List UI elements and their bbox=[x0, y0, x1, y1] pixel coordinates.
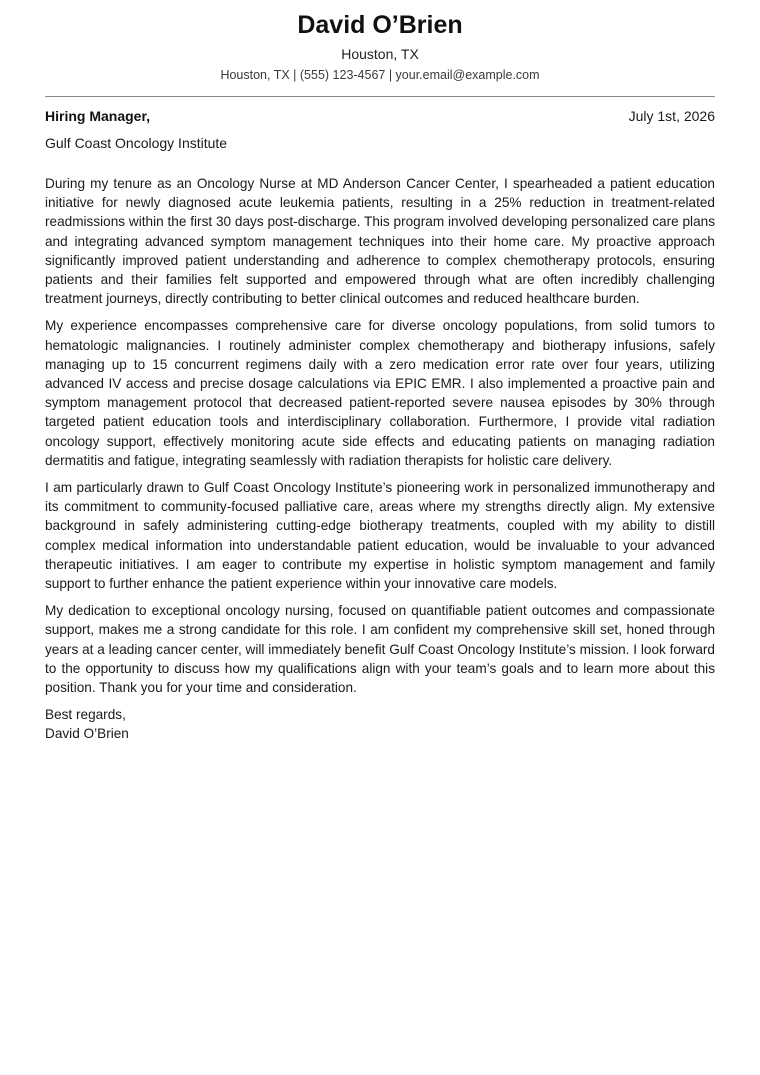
closing-phrase: Best regards, bbox=[45, 707, 126, 723]
header-divider bbox=[45, 96, 715, 97]
sender-name: David O’Brien bbox=[297, 11, 463, 39]
letter-header bbox=[45, 10, 715, 83]
body-paragraph: My experience encompasses comprehensive care for diverse oncology populations, from solid tumors to hematologic malignancies. I routinely administer complex chemotherapy and biotherapy infusions, safely managing up to 15 concurrent regimens daily with a zero medication error rate over four years, utilizing advanced IV access and precise dosage calculations via EPIC EMR. I also implemented a proactive pain and symptom management protocol that decreased patient-reported severe nausea episodes by 30% through targeted patient education tools and interdisciplinary collaboration. Furthermore, I provide vital radiation oncology support, effectively monitoring acute side effects and educating patients on managing radiation dermatitis and fatigue, integrating seamlessly with radiation therapists for holistic care delivery. bbox=[45, 318, 715, 468]
body-paragraph: My dedication to exceptional oncology nursing, focused on quantifiable patient outcomes and compassionate support, makes me a strong candidate for this role. I am confident my comprehensive skill set, honed through years at a leading cancer center, will immediately benefit Gulf Coast Oncology Institute’s mission. I look forward to the opportunity to discuss how my qualifications align with your team’s goals and to learn more about this position. Thank you for your time and consideration. bbox=[45, 603, 715, 696]
letter-date: July 1st, 2026 bbox=[628, 108, 715, 124]
signature-name: David O’Brien bbox=[45, 726, 129, 742]
body-paragraph: During my tenure as an Oncology Nurse at MD Anderson Cancer Center, I spearheaded a patient education initiative for newly diagnosed acute leukemia patients, resulting in a 25% reduction in treatment-related readmissions within the first 30 days post-discharge. This program involved developing personalized care plans and integrating advanced symptom management techniques into their home care. My proactive approach significantly improved patient understanding and adherence to complex chemotherapy protocols, ensuring patients and their families felt supported and empowered through what are often incredibly challenging treatment journeys, directly contributing to better clinical outcomes and reduced healthcare burden. bbox=[45, 176, 715, 307]
letter-body bbox=[45, 174, 715, 697]
sender-location: Houston, TX bbox=[341, 46, 419, 62]
letter-closing bbox=[45, 705, 715, 743]
sender-contact-line: Houston, TX | (555) 123-4567 | your.email@example.com bbox=[220, 68, 540, 82]
recipient-date-row bbox=[45, 107, 715, 125]
body-paragraph: I am particularly drawn to Gulf Coast Oncology Institute’s pioneering work in personalized immunotherapy and its commitment to community-focused palliative care, areas where my strengths directly align. My extensive background in safely administering cutting-edge biotherapy treatments, coupled with my ability to distill complex medical information into understandable patient education, would be invaluable to your advanced therapeutic initiatives. I am eager to contribute my expertise in holistic symptom management and family support to further enhance the patient experience within your innovative care models. bbox=[45, 480, 715, 592]
recipient-company: Gulf Coast Oncology Institute bbox=[45, 135, 228, 151]
recipient-salutation: Hiring Manager, bbox=[45, 108, 151, 124]
